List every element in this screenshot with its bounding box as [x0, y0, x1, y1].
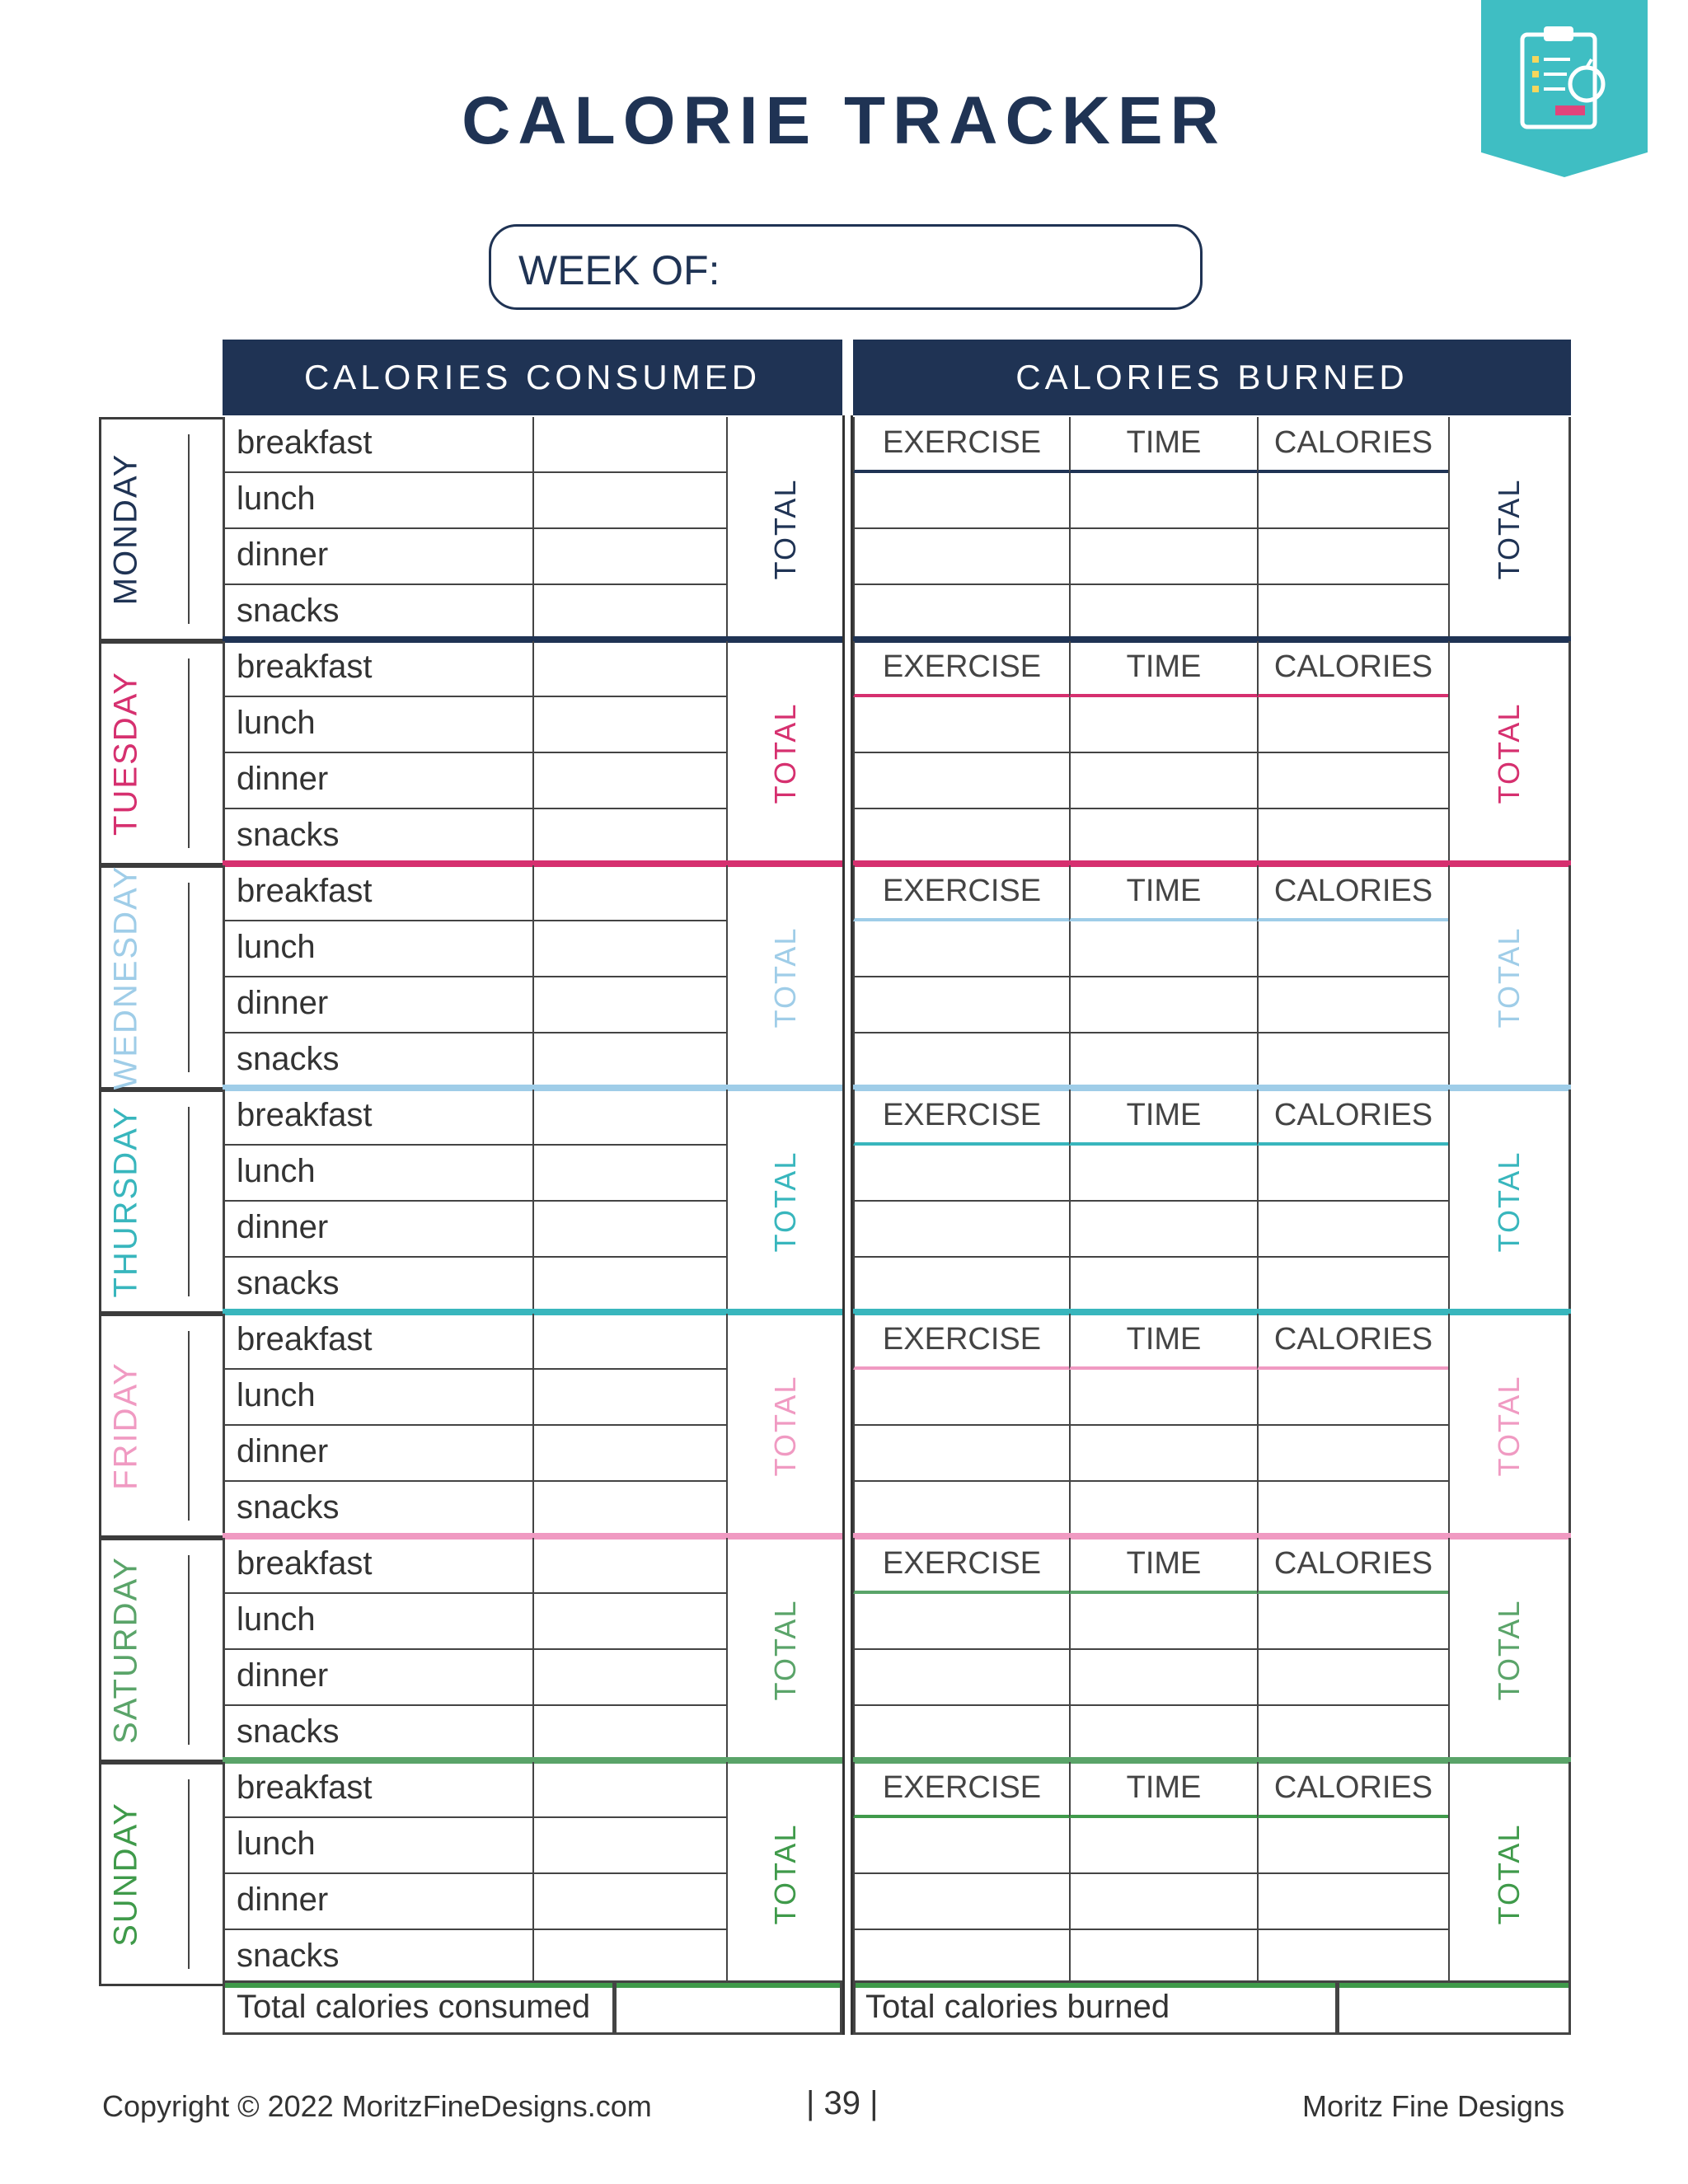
meal-calorie-input[interactable] — [532, 473, 726, 529]
exercise-exercise-input[interactable] — [853, 1146, 1069, 1202]
exercise-exercise-input[interactable] — [853, 1426, 1069, 1482]
exercise-header-calories: CALORIES — [1257, 1762, 1448, 1818]
exercise-time-input[interactable] — [1069, 1146, 1257, 1202]
exercise-exercise-input[interactable] — [853, 809, 1069, 865]
exercise-exercise-input[interactable] — [853, 977, 1069, 1033]
exercise-time-input[interactable] — [1069, 753, 1257, 809]
exercise-calories-input[interactable] — [1257, 1650, 1448, 1706]
exercise-calories-input[interactable] — [1257, 1258, 1448, 1314]
exercise-time-input[interactable] — [1069, 809, 1257, 865]
exercise-time-input[interactable] — [1069, 977, 1257, 1033]
exercise-time-input[interactable] — [1069, 1202, 1257, 1258]
day-label-friday — [99, 1314, 223, 1538]
exercise-calories-input[interactable] — [1257, 1426, 1448, 1482]
total-burned-value[interactable] — [1338, 1980, 1571, 2035]
day-name: FRIDAY — [107, 1361, 144, 1490]
exercise-header-calories: CALORIES — [1257, 865, 1448, 921]
meal-label-breakfast: breakfast — [223, 1090, 532, 1146]
consumed-total-cell[interactable] — [726, 1762, 842, 1986]
exercise-time-input[interactable] — [1069, 1874, 1257, 1930]
exercise-header-exercise: EXERCISE — [853, 641, 1069, 697]
meal-label-dinner: dinner — [223, 529, 532, 585]
day-name: THURSDAY — [107, 1105, 144, 1298]
exercise-exercise-input[interactable] — [853, 529, 1069, 585]
meal-calorie-input[interactable] — [532, 529, 726, 585]
exercise-time-input[interactable] — [1069, 473, 1257, 529]
exercise-exercise-input[interactable] — [853, 697, 1069, 753]
meal-label-dinner: dinner — [223, 1426, 532, 1482]
exercise-exercise-input[interactable] — [853, 1930, 1069, 1986]
exercise-exercise-input[interactable] — [853, 1033, 1069, 1090]
total-label: TOTAL — [767, 1151, 802, 1253]
burned-total-cell[interactable] — [1448, 1314, 1571, 1538]
exercise-header-time: TIME — [1069, 865, 1257, 921]
meal-calorie-input[interactable] — [532, 1706, 726, 1762]
week-of-field[interactable] — [489, 224, 1203, 310]
meal-label-lunch: lunch — [223, 921, 532, 977]
exercise-exercise-input[interactable] — [853, 1258, 1069, 1314]
exercise-calories-input[interactable] — [1257, 1706, 1448, 1762]
exercise-exercise-input[interactable] — [853, 473, 1069, 529]
exercise-header-time: TIME — [1069, 1538, 1257, 1594]
exercise-time-input[interactable] — [1069, 921, 1257, 977]
day-label-line — [188, 1555, 190, 1745]
meal-calorie-input[interactable] — [532, 809, 726, 865]
meal-label-breakfast: breakfast — [223, 1538, 532, 1594]
exercise-time-input[interactable] — [1069, 1370, 1257, 1426]
day-label-line — [188, 1779, 190, 1969]
exercise-time-input[interactable] — [1069, 1426, 1257, 1482]
exercise-header-calories: CALORIES — [1257, 417, 1448, 473]
burned-total-cell[interactable] — [1448, 641, 1571, 865]
meal-label-breakfast: breakfast — [223, 1762, 532, 1818]
exercise-time-input[interactable] — [1069, 1033, 1257, 1090]
exercise-exercise-input[interactable] — [853, 1202, 1069, 1258]
meal-label-breakfast: breakfast — [223, 417, 532, 473]
meal-calorie-input[interactable] — [532, 1090, 726, 1146]
meal-label-snacks: snacks — [223, 809, 532, 865]
exercise-time-input[interactable] — [1069, 1650, 1257, 1706]
meal-calorie-input[interactable] — [532, 1650, 726, 1706]
exercise-header-exercise: EXERCISE — [853, 1762, 1069, 1818]
meal-calorie-input[interactable] — [532, 1930, 726, 1986]
exercise-calories-input[interactable] — [1257, 1930, 1448, 1986]
total-label: TOTAL — [767, 1375, 802, 1477]
exercise-calories-input[interactable] — [1257, 809, 1448, 865]
meal-calorie-input[interactable] — [532, 1874, 726, 1930]
exercise-header-calories: CALORIES — [1257, 641, 1448, 697]
meal-label-breakfast: breakfast — [223, 1314, 532, 1370]
burned-total-cell[interactable] — [1448, 1762, 1571, 1986]
exercise-time-input[interactable] — [1069, 529, 1257, 585]
exercise-header-exercise: EXERCISE — [853, 417, 1069, 473]
exercise-calories-input[interactable] — [1257, 1594, 1448, 1650]
day-name: TUESDAY — [107, 671, 144, 836]
exercise-header-time: TIME — [1069, 417, 1257, 473]
burned-total-cell[interactable] — [1448, 865, 1571, 1090]
exercise-time-input[interactable] — [1069, 1594, 1257, 1650]
exercise-header-time: TIME — [1069, 1314, 1257, 1370]
exercise-calories-input[interactable] — [1257, 977, 1448, 1033]
exercise-header-time: TIME — [1069, 1090, 1257, 1146]
meal-label-dinner: dinner — [223, 1650, 532, 1706]
meal-calorie-input[interactable] — [532, 641, 726, 697]
meal-calorie-input[interactable] — [532, 1426, 726, 1482]
exercise-exercise-input[interactable] — [853, 921, 1069, 977]
total-label: TOTAL — [1492, 478, 1526, 580]
meal-calorie-input[interactable] — [532, 1538, 726, 1594]
exercise-exercise-input[interactable] — [853, 1706, 1069, 1762]
total-consumed-label: Total calories consumed — [223, 1980, 615, 2035]
consumed-total-cell[interactable] — [726, 1090, 842, 1314]
meal-calorie-input[interactable] — [532, 1370, 726, 1426]
total-label: TOTAL — [767, 478, 802, 580]
day-label-tuesday — [99, 641, 223, 865]
exercise-time-input[interactable] — [1069, 1930, 1257, 1986]
day-label-wednesday — [99, 865, 223, 1090]
meal-label-snacks: snacks — [223, 1258, 532, 1314]
exercise-header-time: TIME — [1069, 1762, 1257, 1818]
total-label: TOTAL — [1492, 702, 1526, 804]
meal-label-breakfast: breakfast — [223, 641, 532, 697]
corner-badge — [1481, 0, 1648, 177]
exercise-exercise-input[interactable] — [853, 1594, 1069, 1650]
total-label: TOTAL — [767, 1599, 802, 1701]
exercise-time-input[interactable] — [1069, 1482, 1257, 1538]
meal-label-snacks: snacks — [223, 1482, 532, 1538]
meal-label-lunch: lunch — [223, 473, 532, 529]
meal-label-dinner: dinner — [223, 1874, 532, 1930]
meal-label-snacks: snacks — [223, 1706, 532, 1762]
meal-calorie-input[interactable] — [532, 753, 726, 809]
page-number: | 39 | — [806, 2085, 879, 2121]
day-label-line — [188, 658, 190, 848]
calories-burned-header: CALORIES BURNED — [853, 340, 1571, 415]
meal-calorie-input[interactable] — [532, 585, 726, 641]
total-label: TOTAL — [1492, 926, 1526, 1029]
consumed-total-cell[interactable] — [726, 1314, 842, 1538]
brand-name: Moritz Fine Designs — [1302, 2089, 1565, 2123]
day-label-line — [188, 883, 190, 1072]
clipboard-nutrition-icon — [1516, 23, 1613, 134]
copyright-text: Copyright © 2022 MoritzFineDesigns.com — [102, 2089, 652, 2123]
total-label: TOTAL — [1492, 1151, 1526, 1253]
total-label: TOTAL — [1492, 1599, 1526, 1701]
exercise-time-input[interactable] — [1069, 697, 1257, 753]
exercise-calories-input[interactable] — [1257, 1146, 1448, 1202]
exercise-time-input[interactable] — [1069, 1706, 1257, 1762]
total-label: TOTAL — [767, 1823, 802, 1925]
consumed-total-cell[interactable] — [726, 641, 842, 865]
day-name: WEDNESDAY — [107, 865, 144, 1090]
meal-calorie-input[interactable] — [532, 1314, 726, 1370]
exercise-header-exercise: EXERCISE — [853, 865, 1069, 921]
exercise-exercise-input[interactable] — [853, 585, 1069, 641]
meal-calorie-input[interactable] — [532, 977, 726, 1033]
calories-consumed-header: CALORIES CONSUMED — [223, 340, 842, 415]
exercise-calories-input[interactable] — [1257, 1874, 1448, 1930]
page-title: CALORIE TRACKER — [462, 83, 1226, 158]
meal-label-snacks: snacks — [223, 1033, 532, 1090]
exercise-header-calories: CALORIES — [1257, 1538, 1448, 1594]
exercise-time-input[interactable] — [1069, 585, 1257, 641]
exercise-header-calories: CALORIES — [1257, 1090, 1448, 1146]
day-label-monday — [99, 417, 223, 641]
meal-calorie-input[interactable] — [532, 921, 726, 977]
day-name: SUNDAY — [107, 1802, 144, 1947]
exercise-calories-input[interactable] — [1257, 1370, 1448, 1426]
exercise-calories-input[interactable] — [1257, 1202, 1448, 1258]
burned-total-cell[interactable] — [1448, 417, 1571, 641]
day-name: MONDAY — [107, 452, 144, 606]
exercise-header-exercise: EXERCISE — [853, 1314, 1069, 1370]
burned-total-cell[interactable] — [1448, 1090, 1571, 1314]
exercise-header-calories: CALORIES — [1257, 1314, 1448, 1370]
total-consumed-value[interactable] — [615, 1980, 842, 2035]
exercise-exercise-input[interactable] — [853, 1874, 1069, 1930]
total-label: TOTAL — [1492, 1823, 1526, 1925]
meal-label-dinner: dinner — [223, 1202, 532, 1258]
burned-total-cell[interactable] — [1448, 1538, 1571, 1762]
exercise-calories-input[interactable] — [1257, 921, 1448, 977]
meal-calorie-input[interactable] — [532, 1258, 726, 1314]
exercise-calories-input[interactable] — [1257, 697, 1448, 753]
day-label-sunday — [99, 1762, 223, 1986]
exercise-calories-input[interactable] — [1257, 1482, 1448, 1538]
day-label-saturday — [99, 1538, 223, 1762]
meal-label-lunch: lunch — [223, 1146, 532, 1202]
meal-label-lunch: lunch — [223, 697, 532, 753]
consumed-total-cell[interactable] — [726, 417, 842, 641]
meal-calorie-input[interactable] — [532, 1818, 726, 1874]
meal-label-lunch: lunch — [223, 1818, 532, 1874]
exercise-exercise-input[interactable] — [853, 1482, 1069, 1538]
total-burned-label: Total calories burned — [853, 1980, 1338, 2035]
exercise-time-input[interactable] — [1069, 1258, 1257, 1314]
meal-label-breakfast: breakfast — [223, 865, 532, 921]
meal-calorie-input[interactable] — [532, 1202, 726, 1258]
day-label-thursday — [99, 1090, 223, 1314]
meal-label-lunch: lunch — [223, 1594, 532, 1650]
meal-label-dinner: dinner — [223, 977, 532, 1033]
exercise-calories-input[interactable] — [1257, 529, 1448, 585]
day-label-line — [188, 1331, 190, 1521]
exercise-time-input[interactable] — [1069, 1818, 1257, 1874]
exercise-header-time: TIME — [1069, 641, 1257, 697]
meal-calorie-input[interactable] — [532, 1482, 726, 1538]
day-name: SATURDAY — [107, 1556, 144, 1744]
day-label-line — [188, 1107, 190, 1296]
exercise-calories-input[interactable] — [1257, 753, 1448, 809]
meal-calorie-input[interactable] — [532, 1594, 726, 1650]
meal-calorie-input[interactable] — [532, 865, 726, 921]
exercise-exercise-input[interactable] — [853, 1818, 1069, 1874]
exercise-exercise-input[interactable] — [853, 1650, 1069, 1706]
total-label: TOTAL — [1492, 1375, 1526, 1477]
meal-label-lunch: lunch — [223, 1370, 532, 1426]
day-label-line — [188, 434, 190, 624]
meal-calorie-input[interactable] — [532, 1762, 726, 1818]
exercise-header-exercise: EXERCISE — [853, 1538, 1069, 1594]
meal-label-snacks: snacks — [223, 585, 532, 641]
exercise-calories-input[interactable] — [1257, 1033, 1448, 1090]
total-label: TOTAL — [767, 926, 802, 1029]
exercise-header-exercise: EXERCISE — [853, 1090, 1069, 1146]
meal-label-dinner: dinner — [223, 753, 532, 809]
center-divider — [842, 415, 853, 2035]
consumed-total-cell[interactable] — [726, 1538, 842, 1762]
exercise-calories-input[interactable] — [1257, 1818, 1448, 1874]
exercise-exercise-input[interactable] — [853, 1370, 1069, 1426]
meal-calorie-input[interactable] — [532, 1033, 726, 1090]
total-label: TOTAL — [767, 702, 802, 804]
exercise-calories-input[interactable] — [1257, 473, 1448, 529]
meal-label-snacks: snacks — [223, 1930, 532, 1986]
meal-calorie-input[interactable] — [532, 417, 726, 473]
meal-calorie-input[interactable] — [532, 1146, 726, 1202]
exercise-calories-input[interactable] — [1257, 585, 1448, 641]
exercise-exercise-input[interactable] — [853, 753, 1069, 809]
week-of-label: WEEK OF: — [518, 247, 720, 293]
consumed-total-cell[interactable] — [726, 865, 842, 1090]
meal-calorie-input[interactable] — [532, 697, 726, 753]
